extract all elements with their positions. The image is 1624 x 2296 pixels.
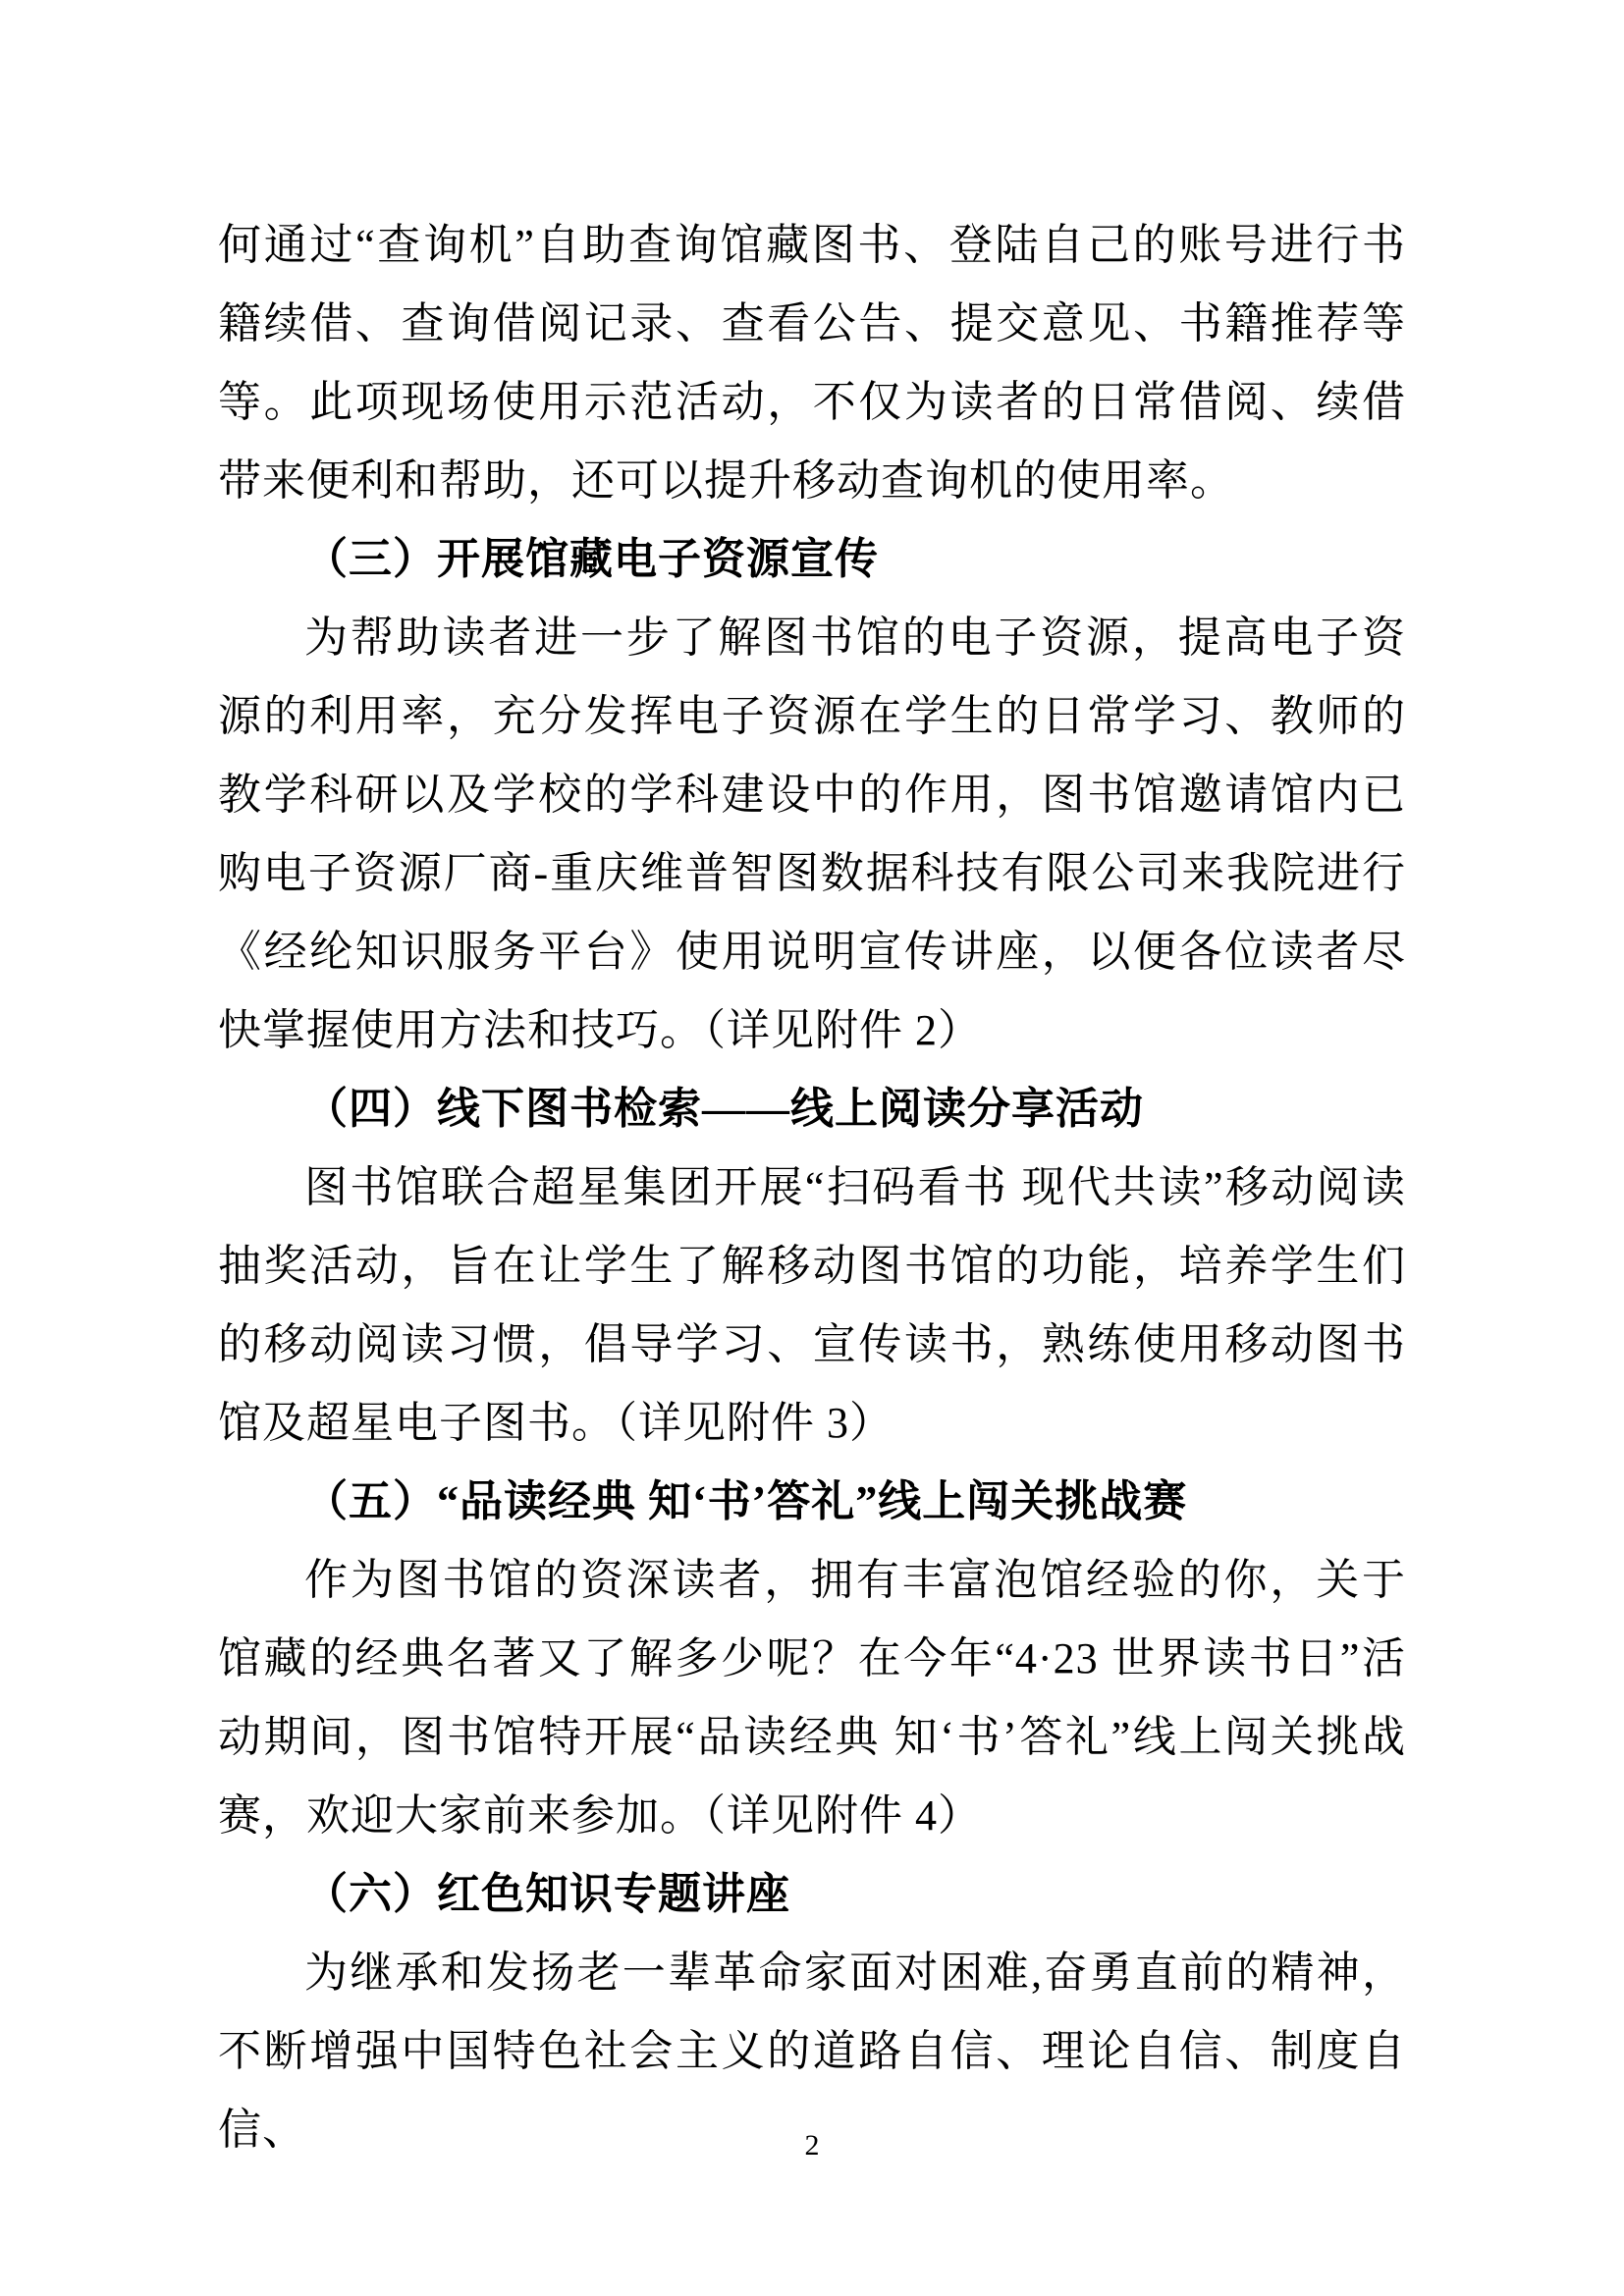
paragraph-red-knowledge-lecture: 为继承和发扬老一辈革命家面对困难,奋勇直前的精神，不断增强中国特色社会主义的道路自信、理论自信、制度自信、 (218, 1949, 1406, 2154)
paragraph-online-challenge: 作为图书馆的资深读者，拥有丰富泡馆经验的你，关于馆藏的经典名著又了解多少呢？在今年“4·23 世界读书日”活动期间，图书馆特开展“品读经典 知‘书’答礼”线上闯关挑战赛，欢迎大家前来参加。（详见附件 4） (218, 1556, 1406, 1840)
page-number: 2 (804, 2129, 820, 2162)
section-heading-six-red-knowledge-lecture: （六）红色知识专题讲座 (304, 1870, 790, 1918)
paragraph-query-machine-continuation: 何通过“查询机”自助查询馆藏图书、登陆自己的账号进行书籍续借、查询借阅记录、查看公告、提交意见、书籍推荐等等。此项现场使用示范活动，不仅为读者的日常借阅、续借带来便利和帮助，还可以提升移动查询机的使用率。 (218, 221, 1406, 505)
body-text (218, 206, 1406, 2169)
section-heading-five-online-challenge: （五）“品读经典 知‘书’答礼”线上闯关挑战赛 (304, 1477, 1188, 1525)
paragraph-book-retrieval-sharing: 图书馆联合超星集团开展“扫码看书 现代共读”移动阅读抽奖活动，旨在让学生了解移动图书馆的功能，培养学生们的移动阅读习惯，倡导学习、宣传读书，熟练使用移动图书馆及超星电子图书。（详见附件 3） (218, 1163, 1406, 1447)
section-heading-four-book-retrieval-sharing: （四）线下图书检索——线上阅读分享活动 (304, 1085, 1144, 1133)
section-heading-three-eresource-promotion: （三）开展馆藏电子资源宣传 (304, 535, 879, 583)
paragraph-eresource-promotion: 为帮助读者进一步了解图书馆的电子资源，提高电子资源的利用率，充分发挥电子资源在学生的日常学习、教师的教学科研以及学校的学科建设中的作用，图书馆邀请馆内已购电子资源厂商-重庆维普智图数据科技有限公司来我院进行《经纶知识服务平台》使用说明宣传讲座，以便各位读者尽快掌握使用方法和技巧。（详见附件 2） (218, 614, 1406, 1054)
